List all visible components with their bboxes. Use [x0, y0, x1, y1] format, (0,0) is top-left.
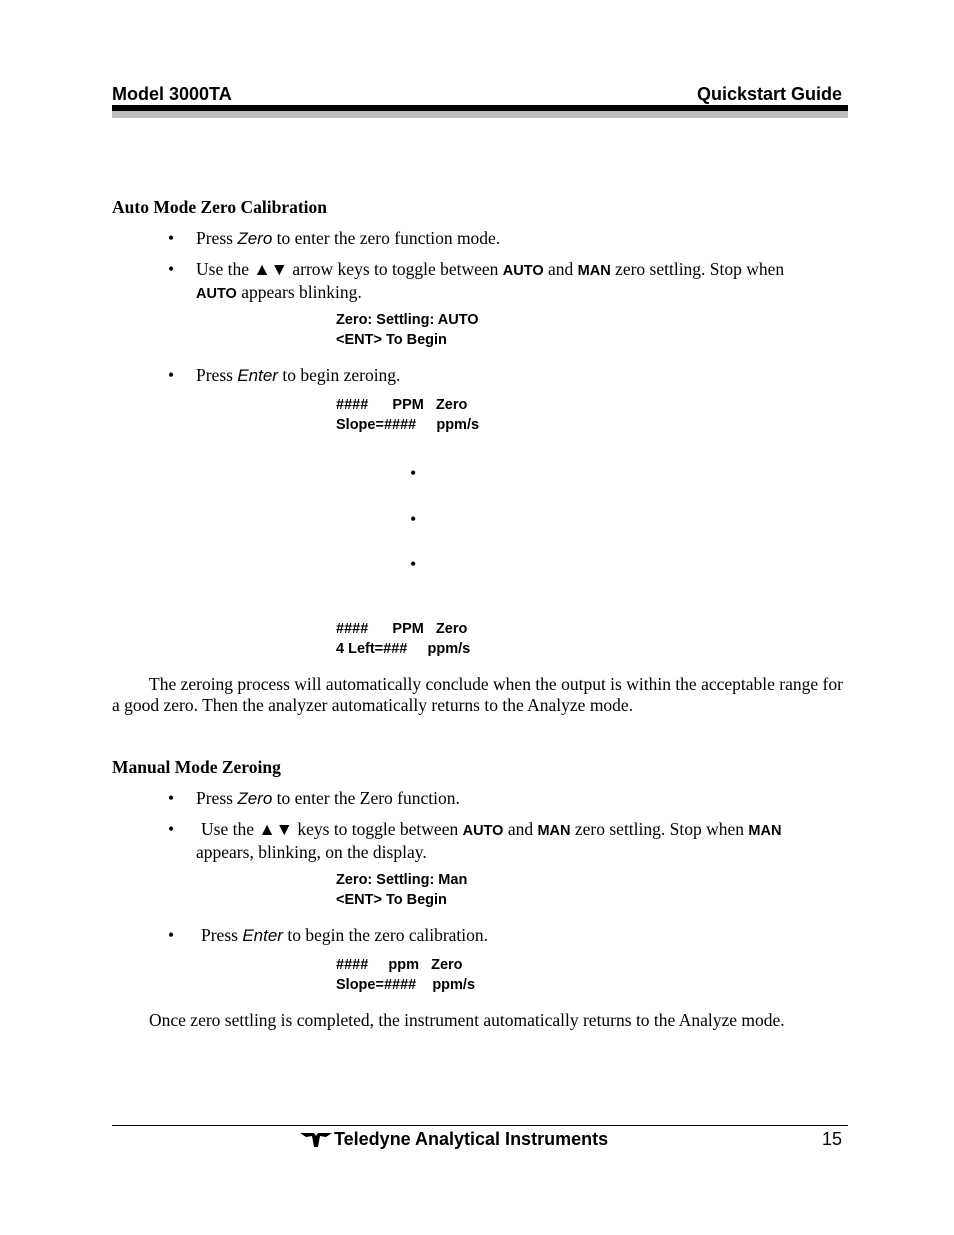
zero-key-name: Zero	[237, 789, 273, 808]
zero-key-name: Zero	[237, 229, 273, 248]
ellipsis-dot: •	[410, 509, 417, 529]
footer-company: Teledyne Analytical Instruments	[334, 1129, 609, 1149]
ellipsis-dot: •	[410, 554, 417, 574]
auto-step-3: Press Enter to begin zeroing.	[196, 365, 401, 385]
manual-section-heading: Manual Mode Zeroing	[112, 757, 281, 777]
lcd-display-settling-auto: Zero: Settling: AUTO <ENT> To Begin	[336, 312, 479, 348]
auto-step-1: Press Zero to enter the zero function mode.	[196, 228, 501, 248]
manual-conclusion-paragraph: Once zero settling is completed, the instrument automatically returns to the Analyze mode.	[149, 1010, 785, 1030]
page-number: 15	[821, 1129, 842, 1149]
ellipsis-dot: •	[410, 463, 417, 483]
bullet-marker: •	[168, 788, 175, 808]
footer-rule	[112, 1125, 848, 1126]
bullet-marker: •	[168, 925, 175, 945]
lcd-display-zeroing-left: #### PPM Zero 4 Left=### ppm/s	[336, 621, 471, 657]
manual-step-1: Press Zero to enter the Zero function.	[196, 788, 460, 808]
bullet-marker: •	[168, 365, 175, 385]
enter-key-name: Enter	[237, 366, 278, 385]
bullet-marker: •	[168, 259, 175, 279]
enter-key-name: Enter	[242, 926, 283, 945]
header-rule-shadow	[112, 111, 848, 118]
auto-section-heading: Auto Mode Zero Calibration	[112, 197, 328, 217]
teledyne-logo-icon	[300, 1131, 332, 1149]
bullet-marker: •	[168, 228, 175, 248]
manual-step-3: Press Enter to begin the zero calibration.	[201, 925, 489, 945]
header-model: Model 3000TA	[112, 84, 232, 104]
header-guide-title: Quickstart Guide	[696, 84, 842, 104]
auto-conclusion-paragraph: The zeroing process will automatically conclude when the output is within the acceptable range for a good zero. Then the analyzer automatically returns to the Analyze mode.	[112, 674, 843, 715]
manual-step-2: Use the ▲▼ keys to toggle between AUTO and MAN zero settling. Stop when MAN appears, blinking, on the display.	[196, 819, 782, 862]
lcd-display-zeroing-slope: #### PPM Zero Slope=#### ppm/s	[336, 397, 480, 433]
auto-step-2: Use the ▲▼ arrow keys to toggle between AUTO and MAN zero settling. Stop when AUTO appears blinking.	[196, 259, 785, 302]
lcd-display-manual-slope: #### ppm Zero Slope=#### ppm/s	[336, 957, 476, 993]
lcd-display-settling-man: Zero: Settling: Man <ENT> To Begin	[336, 872, 468, 908]
bullet-marker: •	[168, 819, 175, 839]
